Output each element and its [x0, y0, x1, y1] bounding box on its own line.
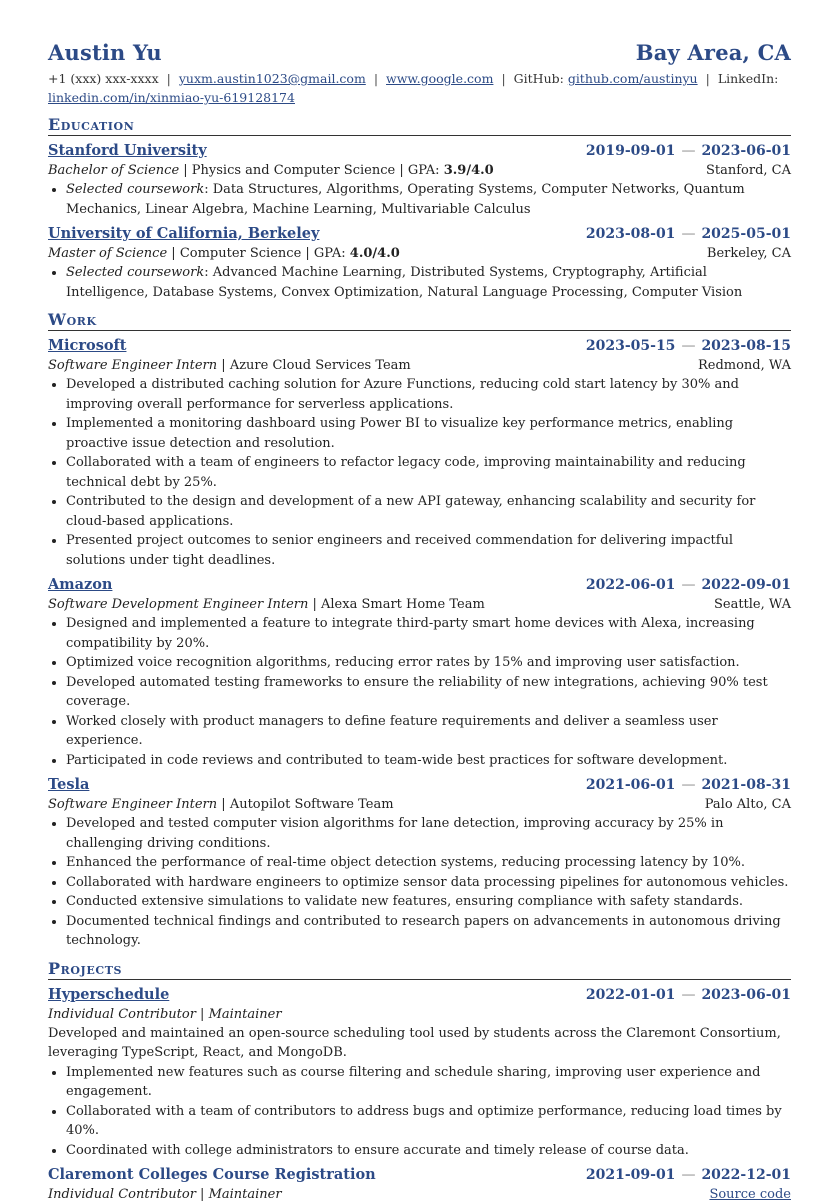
- role-line: Software Engineer Intern | Azure Cloud Services Team: [48, 358, 411, 373]
- bullet-item: • Optimized voice recognition algorithms, reducing error rates by 15% and improving user satisfaction.: [66, 653, 791, 673]
- phone: +1 (xxx) xxx-xxxx: [48, 71, 159, 86]
- section-education-title: Education: [48, 115, 791, 136]
- bullet-item: • Participated in code reviews and contributed to team-wide best practices for software development.: [66, 751, 791, 771]
- bullet-item: • Worked closely with product managers to define feature requirements and deliver a seamless user experience.: [66, 712, 791, 751]
- bullet-item: • Developed a distributed caching solution for Azure Functions, reducing cold start latency by 30% and improving overall performance for serverless applications.: [66, 375, 791, 414]
- date-range: 2022-01-01 — 2023-06-01: [585, 986, 791, 1003]
- bullet-item: • Enhanced the performance of real-time object detection systems, reducing processing latency by 10%.: [66, 853, 791, 873]
- project-name[interactable]: Hyperschedule: [48, 985, 170, 1003]
- project-name: Claremont Colleges Course Registration: [48, 1166, 376, 1183]
- candidate-location: Bay Area, CA: [635, 40, 791, 65]
- work-location: Seattle, WA: [713, 597, 791, 612]
- bullet-item: • Conducted extensive simulations to validate new features, ensuring compliance with safety standards.: [66, 892, 791, 912]
- date-range: 2021-09-01 — 2022-12-01: [585, 1167, 791, 1183]
- date-range: 2023-08-01 — 2025-05-01: [585, 226, 791, 242]
- bullet-item: • Developed and tested computer vision algorithms for lane detection, improving accuracy by 25% in challenging driving conditions.: [66, 814, 791, 853]
- bullet-item: • Collaborated with a team of engineers to refactor legacy code, improving maintainability and reducing technical debt by 25%.: [66, 453, 791, 492]
- work-entry: [48, 575, 791, 770]
- education-entry: [48, 224, 791, 302]
- bullet-item: • Coordinated with college administrators to ensure accurate and timely release of course data.: [66, 1141, 791, 1161]
- school-location: Berkeley, CA: [706, 246, 791, 261]
- role-line: Software Engineer Intern | Autopilot Software Team: [48, 797, 394, 812]
- work-location: Redmond, WA: [697, 358, 791, 373]
- date-range: 2022-06-01 — 2022-09-01: [585, 577, 791, 593]
- linkedin-link[interactable]: linkedin.com/in/xinmiao-yu-619128174: [48, 90, 295, 105]
- company-name[interactable]: Microsoft: [48, 337, 127, 354]
- project-role: Individual Contributor | Maintainer: [48, 1006, 282, 1022]
- bullet-item: • Contributed to the design and development of a new API gateway, enhancing scalability and security for cloud-based applications.: [66, 492, 791, 531]
- project-entry: [48, 1165, 791, 1204]
- resume-header: [48, 40, 791, 65]
- website-link[interactable]: www.google.com: [386, 71, 494, 86]
- bullet-item: • Designed and implemented a feature to integrate third-party smart home devices with Alexa, increasing compatibility by 20%.: [66, 614, 791, 653]
- candidate-name: Austin Yu: [48, 40, 162, 65]
- degree-line: Master of Science | Computer Science | GPA: 4.0/4.0: [48, 246, 400, 261]
- github-label: GitHub:: [513, 71, 564, 86]
- date-range: 2019-09-01 — 2023-06-01: [585, 143, 791, 159]
- section-work-title: Work: [48, 310, 791, 331]
- bullet-item: • Presented project outcomes to senior engineers and received commendation for delivering impactful solutions under tight deadlines.: [66, 531, 791, 570]
- school-location: Stanford, CA: [705, 163, 791, 178]
- project-description: Developed and maintained an open-source scheduling tool used by students across the Claremont Consortium, leveraging TypeScript, React, and MongoDB.: [48, 1025, 781, 1060]
- education-entry: [48, 141, 791, 219]
- email-link[interactable]: yuxm.austin1023@gmail.com: [178, 71, 366, 86]
- bullet-item: • Developed automated testing frameworks to ensure the reliability of new integrations, achieving 90% test coverage.: [66, 673, 791, 712]
- bullet-item: • Implemented a monitoring dashboard using Power BI to visualize key performance metrics, enabling proactive issue detection and resolution.: [66, 414, 791, 453]
- contact-line: +1 (xxx) xxx-xxxx | yuxm.austin1023@gmail.com | www.google.com | GitHub: github.com/austinyu | LinkedIn: linkedin.com/in/xinmiao-yu-619128174: [48, 71, 779, 105]
- date-range: 2021-06-01 — 2021-08-31: [585, 777, 791, 793]
- work-location: Palo Alto, CA: [704, 797, 791, 812]
- bullet-item: • Documented technical findings and contributed to research papers on advancements in autonomous driving technology.: [66, 912, 791, 951]
- source-code-link[interactable]: Source code: [709, 1187, 791, 1202]
- role-line: Software Development Engineer Intern | Alexa Smart Home Team: [48, 597, 485, 612]
- work-entry: [48, 336, 791, 570]
- section-projects-title: Projects: [48, 959, 791, 980]
- project-role: Individual Contributor | Maintainer: [48, 1187, 282, 1202]
- degree-line: Bachelor of Science | Physics and Computer Science | GPA: 3.9/4.0: [48, 163, 494, 178]
- coursework-item: • Selected coursework: Advanced Machine Learning, Distributed Systems, Cryptography, Artificial Intelligence, Database Systems, Convex Optimization, Natural Language Processing, Computer Vision: [66, 263, 791, 302]
- school-name[interactable]: University of California, Berkeley: [48, 225, 320, 242]
- bullet-item: • Implemented new features such as course filtering and schedule sharing, improving user experience and engagement.: [66, 1063, 791, 1102]
- company-name[interactable]: Tesla: [48, 776, 90, 793]
- work-entry: [48, 775, 791, 951]
- company-name[interactable]: Amazon: [48, 576, 113, 593]
- coursework-item: • Selected coursework: Data Structures, Algorithms, Operating Systems, Computer Networks, Quantum Mechanics, Linear Algebra, Machine Learning, Multivariable Calculus: [66, 180, 791, 219]
- date-range: 2023-05-15 — 2023-08-15: [585, 338, 791, 354]
- github-link[interactable]: github.com/austinyu: [567, 71, 698, 86]
- school-name[interactable]: Stanford University: [48, 142, 207, 159]
- bullet-item: • Collaborated with hardware engineers to optimize sensor data processing pipelines for autonomous vehicles.: [66, 873, 791, 893]
- bullet-item: • Collaborated with a team of contributors to address bugs and optimize performance, reducing load times by 40%.: [66, 1102, 791, 1141]
- linkedin-label: LinkedIn:: [717, 71, 779, 86]
- project-entry: [48, 985, 791, 1161]
